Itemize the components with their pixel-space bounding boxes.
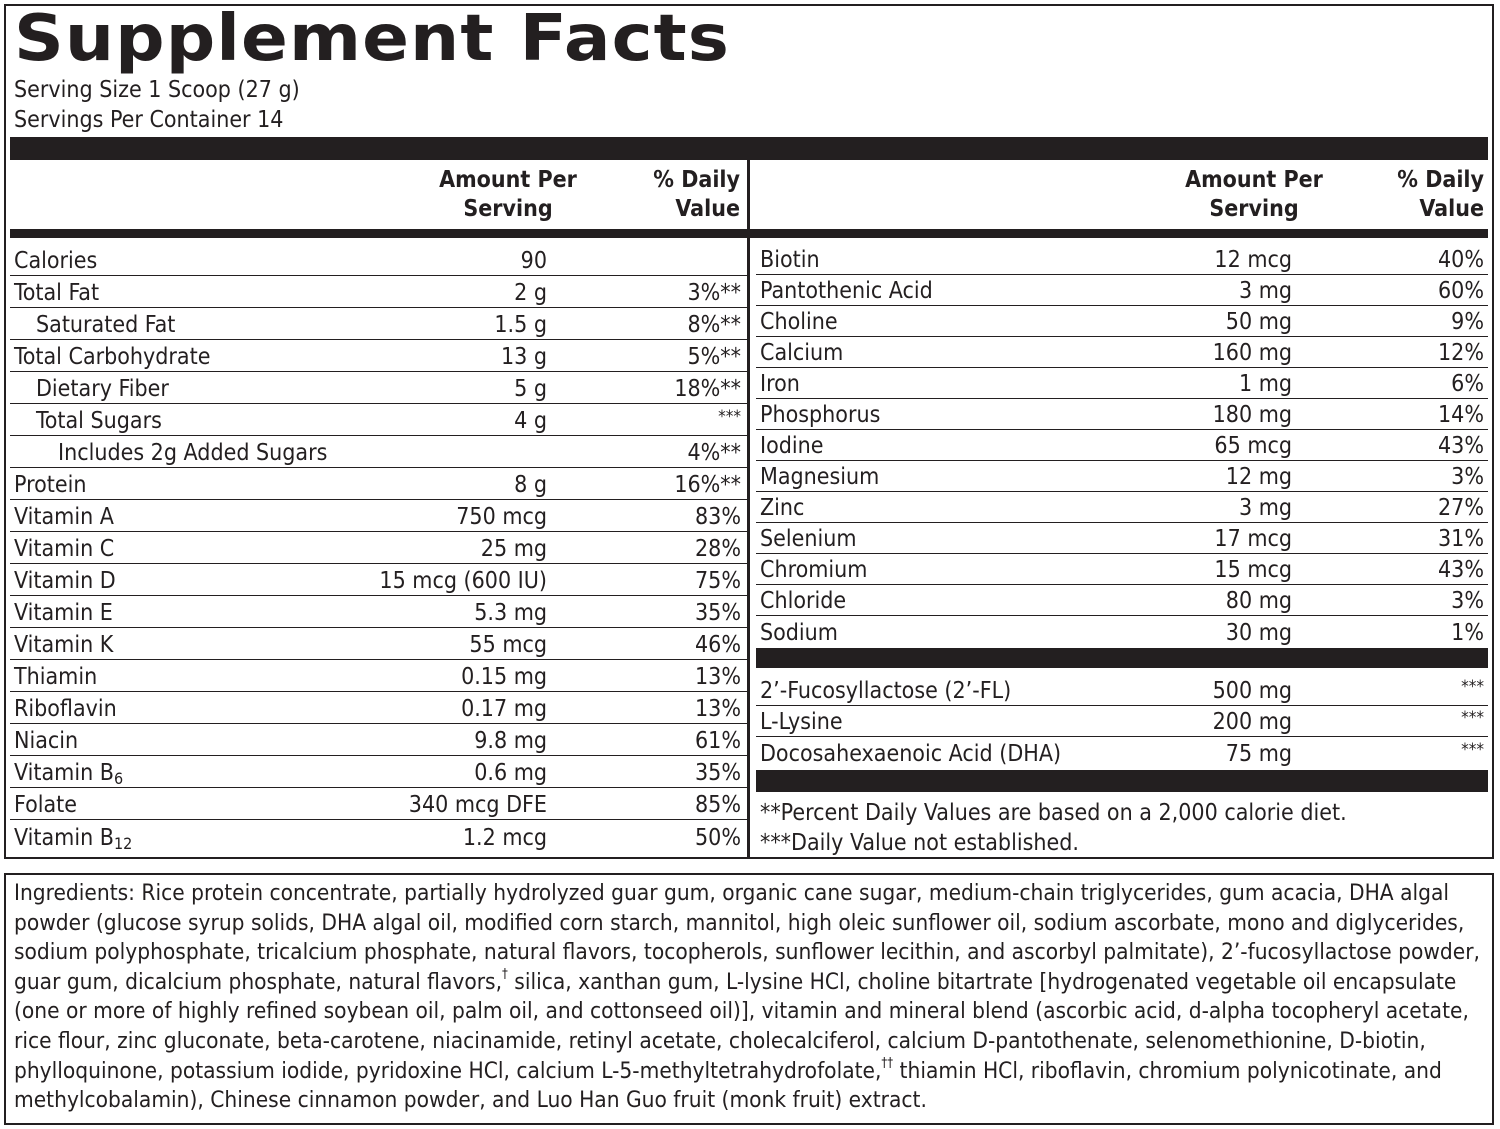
nutrient-row [10,756,747,788]
nutrient-daily-value: *** [1461,740,1484,760]
nutrient-name: Vitamin K [14,632,114,658]
nutrient-daily-value: 75% [695,568,741,594]
nutrient-daily-value: 27% [1438,495,1484,521]
nutrient-amount: 340 mcg DFE [408,792,547,818]
nutrient-amount: 1.2 mcg [462,825,547,851]
nutrient-row [756,306,1488,337]
nutrient-amount: 50 mg [1225,309,1292,335]
nutrient-amount: 3 mg [1238,495,1292,521]
nutrient-row [10,660,747,692]
left-nutrient-table [10,244,747,852]
nutrient-row [10,788,747,820]
nutrient-name: Biotin [760,247,820,273]
nutrient-daily-value: 83% [695,504,741,530]
nutrient-amount: 13 g [500,344,547,370]
nutrient-row [756,492,1488,523]
nutrient-amount: 15 mcg [1214,557,1292,583]
nutrient-row [10,628,747,660]
nutrient-row [756,523,1488,554]
nutrient-daily-value: 28% [695,536,741,562]
nutrient-amount: 200 mg [1212,709,1292,735]
nutrient-row [756,585,1488,616]
nutrient-amount: 160 mg [1212,340,1292,366]
nutrient-daily-value: 3% [1451,464,1484,490]
nutrient-row [756,399,1488,430]
thick-divider-top [10,137,1488,160]
nutrient-row [10,500,747,532]
nutrient-row [756,554,1488,585]
nutrient-name: Vitamin A [14,504,114,530]
nutrient-row [10,692,747,724]
nutrient-daily-value: 85% [695,792,741,818]
nutrient-row [756,616,1488,647]
nutrient-daily-value: *** [1461,677,1484,697]
column-divider [747,160,750,857]
ingredients-text-1: Ingredients: Rice protein concentrate, partially hydrolyzed guar gum, organic cane sugar, medium-chain triglycerides, gum acacia, DHA algal powder (glucose syrup solids, DHA algal oil, modified corn starch, mannitol, high oleic sunflower oil, sodium ascorbate, mono and diglycerides, sodium polyphosphate, tricalcium phosphate, natural flavors, tocopherols, sunflower lecithin, and ascorbyl palmitate), 2’-fucosyllactose powder, guar gum, dicalcium phosphate, natural flavors, [14,880,1480,995]
ingredients-text-2: silica, xanthan gum, L-lysine HCl, choline bitartrate [hydrogenated vegetable oil encapsulate (one or more of highly refined soybean oil, palm oil, and cottonseed oil)], vitamin and mineral blend (ascorbic acid, d-alpha tocopheryl acetate, rice flour, zinc gluconate, beta-carotene, niacinamide, retinyl acetate, cholecalciferol, calcium D-pantothenate, selenomethionine, D-biotin, phylloquinone, potassium iodide, pyridoxine HCl, calcium L-5-methyltetrahydrofolate, [14,968,1469,1084]
nutrient-daily-value: 46% [695,632,741,658]
servings-per-container: Servings Per Container 14 [14,107,284,133]
nutrient-name: Sodium [760,620,838,646]
nutrient-amount: 0.6 mg [474,760,547,786]
nutrient-name: Total Fat [14,280,100,306]
nutrient-daily-value: 5%** [687,344,741,370]
nutrient-daily-value: 6% [1451,371,1484,397]
thick-divider-middle [756,648,1488,668]
double-dagger-mark: †† [881,1056,894,1072]
nutrient-amount: 5.3 mg [474,600,547,626]
nutrient-name: Protein [14,472,87,498]
nutrient-amount: 12 mg [1225,464,1292,490]
nutrient-row [10,564,747,596]
nutrient-row [10,340,747,372]
header-divider [10,229,1488,238]
nutrient-daily-value: 50% [695,825,741,851]
nutrient-amount: 8 g [514,472,547,498]
panel-title: Supplement Facts [14,2,730,76]
nutrient-name: Zinc [760,495,805,521]
header-dv-right: % Daily Value [1397,167,1484,222]
nutrient-row [756,461,1488,492]
nutrient-amount: 80 mg [1225,588,1292,614]
nutrient-row [756,244,1488,275]
nutrient-row [10,372,747,404]
serving-size: Serving Size 1 Scoop (27 g) [14,77,300,103]
nutrient-daily-value: 12% [1438,340,1484,366]
nutrient-amount: 55 mcg [469,632,547,658]
nutrient-amount: 9.8 mg [474,728,547,754]
nutrient-daily-value: 16%** [674,472,741,498]
nutrient-row [10,820,747,852]
nutrient-amount: 65 mcg [1214,433,1292,459]
nutrient-name: Calcium [760,340,844,366]
nutrient-name: Magnesium [760,464,880,490]
nutrient-name: Chloride [760,588,847,614]
nutrient-amount: 180 mg [1212,402,1292,428]
nutrient-name: Total Carbohydrate [14,344,211,370]
nutrient-daily-value: 43% [1438,557,1484,583]
nutrient-amount: 2 g [514,280,547,306]
nutrient-daily-value: 43% [1438,433,1484,459]
nutrient-amount: 1.5 g [494,312,547,338]
nutrient-amount: 25 mg [480,536,547,562]
nutrient-name: Vitamin E [14,600,113,626]
nutrient-name: Pantothenic Acid [760,278,933,304]
nutrient-name: Folate [14,792,78,818]
thick-divider-bottom [756,770,1488,792]
nutrient-amount: 17 mcg [1214,526,1292,552]
nutrient-daily-value: 9% [1451,309,1484,335]
right-nutrient-table [756,244,1488,647]
nutrient-row [10,244,747,276]
nutrient-daily-value: 4%** [687,440,741,466]
nutrient-row [756,337,1488,368]
nutrient-name: Phosphorus [760,402,881,428]
ingredients-text-3: thiamin HCl, riboflavin, chromium polynicotinate, and methylcobalamin), Chinese cinnamon powder, and Luo Han Guo fruit (monk fruit) extract. [14,1057,1442,1114]
nutrient-name: Vitamin D [14,568,116,594]
header-amount-left: Amount Per Serving [439,167,577,222]
nutrient-daily-value: 13% [695,664,741,690]
nutrient-amount: 3 mg [1238,278,1292,304]
nutrient-name: Dietary Fiber [36,376,169,402]
nutrient-name: Iodine [760,433,824,459]
nutrient-daily-value: *** [718,407,741,427]
other-ingredients-table [756,674,1488,768]
nutrient-name: 2’-Fucosyllactose (2’-FL) [760,678,1012,704]
nutrient-daily-value: 1% [1451,620,1484,646]
nutrient-name: Calories [14,248,98,274]
nutrient-row [756,430,1488,461]
nutrient-row [756,368,1488,399]
nutrient-daily-value: 13% [695,696,741,722]
nutrient-daily-value: 61% [695,728,741,754]
nutrient-name: Thiamin [14,664,98,690]
nutrient-row [756,737,1488,768]
nutrient-daily-value: 60% [1438,278,1484,304]
nutrient-name: Chromium [760,557,868,583]
nutrient-amount: 90 [520,248,547,274]
ingredients-box [4,873,1494,1125]
nutrient-amount: 75 mg [1225,741,1292,767]
header-amount-right: Amount Per Serving [1185,167,1323,222]
nutrient-amount: 750 mcg [456,504,547,530]
nutrient-amount: 0.15 mg [461,664,547,690]
nutrient-row [10,724,747,756]
nutrient-name: Vitamin B12 [14,825,133,853]
nutrient-daily-value: *** [1461,708,1484,728]
nutrient-amount: 0.17 mg [461,696,547,722]
footnote-not-established: ***Daily Value not established. [760,830,1079,856]
nutrient-amount: 5 g [514,376,547,402]
nutrient-daily-value: 3% [1451,588,1484,614]
nutrient-daily-value: 31% [1438,526,1484,552]
nutrient-row [10,308,747,340]
nutrient-daily-value: 8%** [687,312,741,338]
nutrient-name: Includes 2g Added Sugars [58,440,328,466]
nutrient-row [756,275,1488,306]
nutrient-daily-value: 18%** [674,376,741,402]
nutrient-daily-value: 35% [695,760,741,786]
nutrient-daily-value: 40% [1438,247,1484,273]
nutrient-row [10,404,747,436]
nutrient-daily-value: 14% [1438,402,1484,428]
nutrient-daily-value: 35% [695,600,741,626]
nutrient-name: Vitamin C [14,536,115,562]
nutrient-name: Niacin [14,728,79,754]
nutrient-amount: 4 g [514,408,547,434]
nutrient-name: Choline [760,309,838,335]
nutrient-name: Docosahexaenoic Acid (DHA) [760,741,1062,767]
dagger-mark: † [502,967,508,983]
nutrient-row [10,436,747,468]
nutrient-name: Vitamin B6 [14,760,124,788]
nutrient-amount: 15 mcg (600 IU) [379,568,547,594]
nutrient-name: Selenium [760,526,857,552]
nutrient-amount: 500 mg [1212,678,1292,704]
nutrient-amount: 30 mg [1225,620,1292,646]
nutrient-amount: 12 mcg [1214,247,1292,273]
nutrient-name: Iron [760,371,800,397]
nutrient-daily-value: 3%** [687,280,741,306]
nutrient-row [10,596,747,628]
nutrient-name: Saturated Fat [36,312,176,338]
nutrient-name: Total Sugars [36,408,162,434]
nutrient-row [756,674,1488,706]
nutrient-name: L-Lysine [760,709,843,735]
nutrient-row [756,706,1488,737]
nutrient-amount: 1 mg [1238,371,1292,397]
footnote-daily-values: **Percent Daily Values are based on a 2,000 calorie diet. [760,800,1347,826]
nutrient-row [10,276,747,308]
nutrient-name: Riboflavin [14,696,117,722]
nutrient-row [10,532,747,564]
nutrient-row [10,468,747,500]
header-dv-left: % Daily Value [653,167,740,222]
